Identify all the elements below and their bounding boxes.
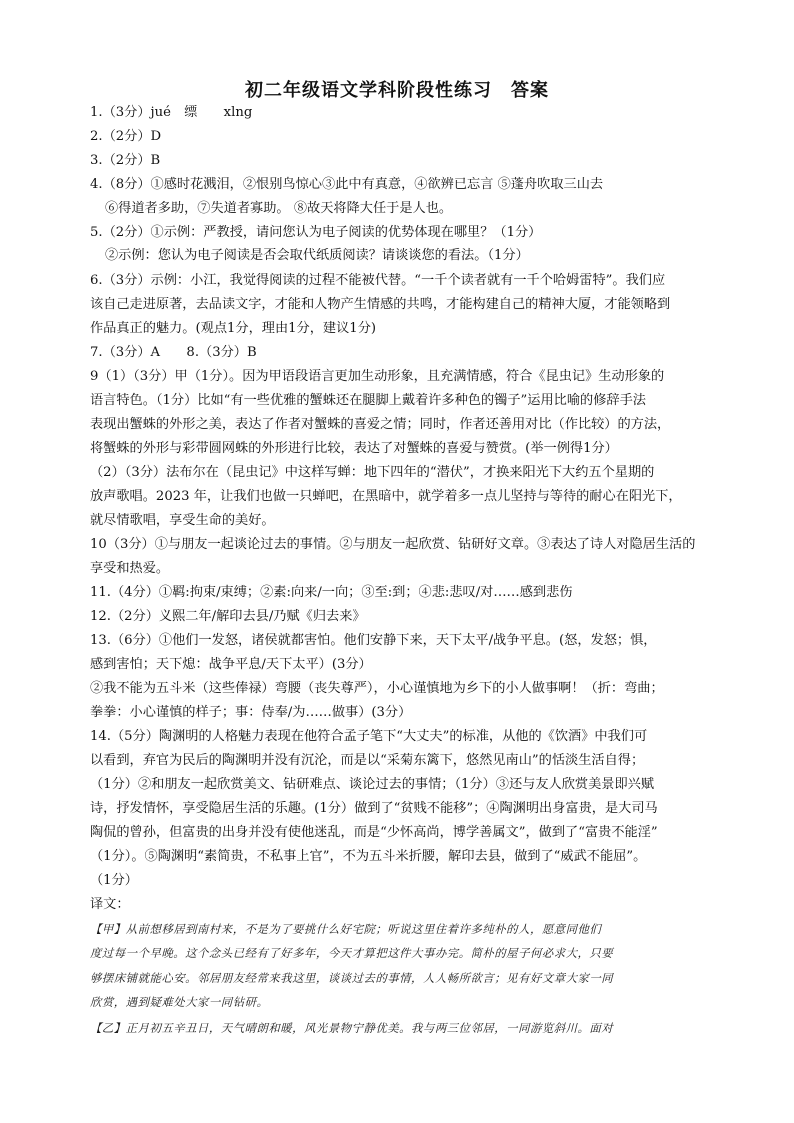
answer-1: 1.（3分）jué 缥 xlng bbox=[90, 105, 253, 120]
answer-10-cont: 享受和热爱。 bbox=[90, 561, 170, 576]
translation-line: 【乙】正月初五辛丑日，天气晴朗和暖，风光景物宁静优美。我与两三位邻居，一同游览斜川。面对 bbox=[90, 1021, 614, 1035]
answer-9-2-cont: 就尽情歌唱，享受生命的美好。 bbox=[90, 513, 275, 528]
translation-line: 欣赏，遇到疑难处大家一同钻研。 bbox=[90, 995, 269, 1009]
answer-4: 4.（8分）①感时花溅泪，②恨别鸟惊心③此中有真意，④欲辨已忘言 ⑤蓬舟吹取三山去 bbox=[90, 177, 604, 192]
translation-line: 【甲】从前想移居到南村来，不是为了要挑什么好宅院；听说这里住着许多纯朴的人，愿意同他们 bbox=[90, 922, 602, 936]
answer-7-8: 7.（3分）A 8.（3分）B bbox=[90, 345, 257, 360]
answer-9-2-cont: 放声歌唱。2023 年，让我们也做一只蝉吧，在黑暗中，就学着多一点儿坚持与等待的耐心在阳光下， bbox=[90, 489, 682, 504]
answer-14-cont: （1分）。⑤陶渊明“素简贵，不私事上官”，不为五斗米折腰，解印去县，做到了“威武不能屈”。 bbox=[90, 849, 647, 864]
answer-13-2-cont: 拳拳：小心谨慎的样子；事：侍奉/为……做事）(3分） bbox=[90, 705, 412, 720]
translation-heading: 译文： bbox=[90, 897, 130, 912]
answer-2: 2.（2分）D bbox=[90, 129, 162, 144]
answer-6-cont: 作品真正的魅力。(观点1分，理由1分，建议1分) bbox=[90, 321, 377, 336]
answer-3: 3.（2分）B bbox=[90, 153, 161, 168]
answer-5: 5.（2分）①示例：严教授，请问您认为电子阅读的优势体现在哪里？（1分） bbox=[90, 225, 542, 240]
answer-5-cont: ②示例：您认为电子阅读是否会取代纸质阅读？请谈谈您的看法。（1分） bbox=[105, 248, 529, 263]
answer-14-cont: 陶侃的曾孙，但富贵的出身并没有使他迷乱，而是“少怀高尚，博学善属文”，做到了“富贵不能淫” bbox=[90, 825, 658, 840]
answer-14-cont: 以看到，弃官为民后的陶渊明并没有沉沦，而是以“采菊东篱下，悠然见南山”的恬淡生活自得； bbox=[90, 753, 645, 768]
answer-14: 14.（5分）陶渊明的人格魅力表现在他符合孟子笔下“大丈夫”的标准，从他的《饮酒》中我们可 bbox=[90, 729, 648, 744]
answer-4-cont: ⑥得道者多助，⑦失道者寡助。 ⑧故天将降大任于是人也。 bbox=[105, 201, 453, 216]
answer-10: 10（3分）①与朋友一起谈论过去的事情。②与朋友一起欣赏、钻研好文章。③表达了诗人对隐居生活的 bbox=[90, 537, 696, 552]
answer-6: 6.（3分）示例：小江，我觉得阅读的过程不能被代替。“一千个读者就有一千个哈姆雷特”。我们应 bbox=[90, 273, 666, 288]
answer-9-1-cont: 将蟹蛛的外形与彩带圆网蛛的外形进行比较，表达了对蟹蛛的喜爱与赞赏。(举一例得1分） bbox=[90, 441, 618, 456]
answer-14-cont: （1分）②和朋友一起欣赏美文、钻研难点、谈论过去的事情；（1分）③还与友人欣赏美景即兴赋 bbox=[90, 777, 655, 792]
answer-14-cont: 诗，抒发情怀，享受隐居生活的乐趣。(1分）做到了“贫贱不能移”；④陶渊明出身富贵，是大司马 bbox=[90, 801, 658, 816]
answer-9-2: （2）（3分）法布尔在（昆虫记》中这样写蝉：地下四年的“潜伏”，才换来阳光下大约五个星期的 bbox=[90, 465, 655, 480]
answer-9-1: 9（1）（3分）甲（1分）。因为甲语段语言更加生动形象，且充满情感，符合《昆虫记》生动形象的 bbox=[90, 369, 665, 384]
answer-13: 13.（6分）①他们一发怒，诸侯就都害怕。他们安静下来，天下太平/战争平息。(怒，发怒；惧， bbox=[90, 633, 657, 648]
translation-line: 度过每一个早晚。这个念头已经有了好多年，今天才算把这件大事办完。简朴的屋子何必求大，只要 bbox=[90, 946, 614, 960]
answer-6-cont: 该自己走进原著，去品读文字，才能和人物产生情感的共鸣，才能构建自己的精神大厦，才能领略到 bbox=[90, 297, 671, 312]
answer-13-2: ②我不能为五斗米（这些俸禄）弯腰（丧失尊严），小心谨慎地为乡下的小人做事啊！（折：弯曲； bbox=[90, 681, 664, 696]
page-title: 初二年级语文学科阶段性练习 答案 bbox=[245, 80, 549, 101]
translation-line: 够摆床铺就能心安。邻居朋友经常来我这里，谈谈过去的事情，人人畅所欲言；见有好文章大家一同 bbox=[90, 971, 614, 985]
answer-11: 11.（4分）①羁:拘束/束缚；②素:向来/一向；③至:到；④悲:悲叹/对……感到悲伤 bbox=[90, 585, 573, 600]
answer-9-1-cont: 表现出蟹蛛的外形之美，表达了作者对蟹蛛的喜爱之情；同时，作者还善用对比（作比较）的方法， bbox=[90, 417, 671, 432]
answer-9-1-cont: 语言特色。（1分）比如“有一些优雅的蟹蛛还在腿脚上戴着许多种色的镯子”运用比喻的修辞手法 bbox=[90, 393, 646, 408]
answer-12: 12.（2分）义熙二年/解印去县/乃赋《归去来》 bbox=[90, 609, 366, 624]
answer-13-cont: 感到害怕；天下熄：战争平息/天下太平）(3分） bbox=[90, 657, 372, 672]
answer-14-cont: （1分） bbox=[90, 873, 138, 888]
